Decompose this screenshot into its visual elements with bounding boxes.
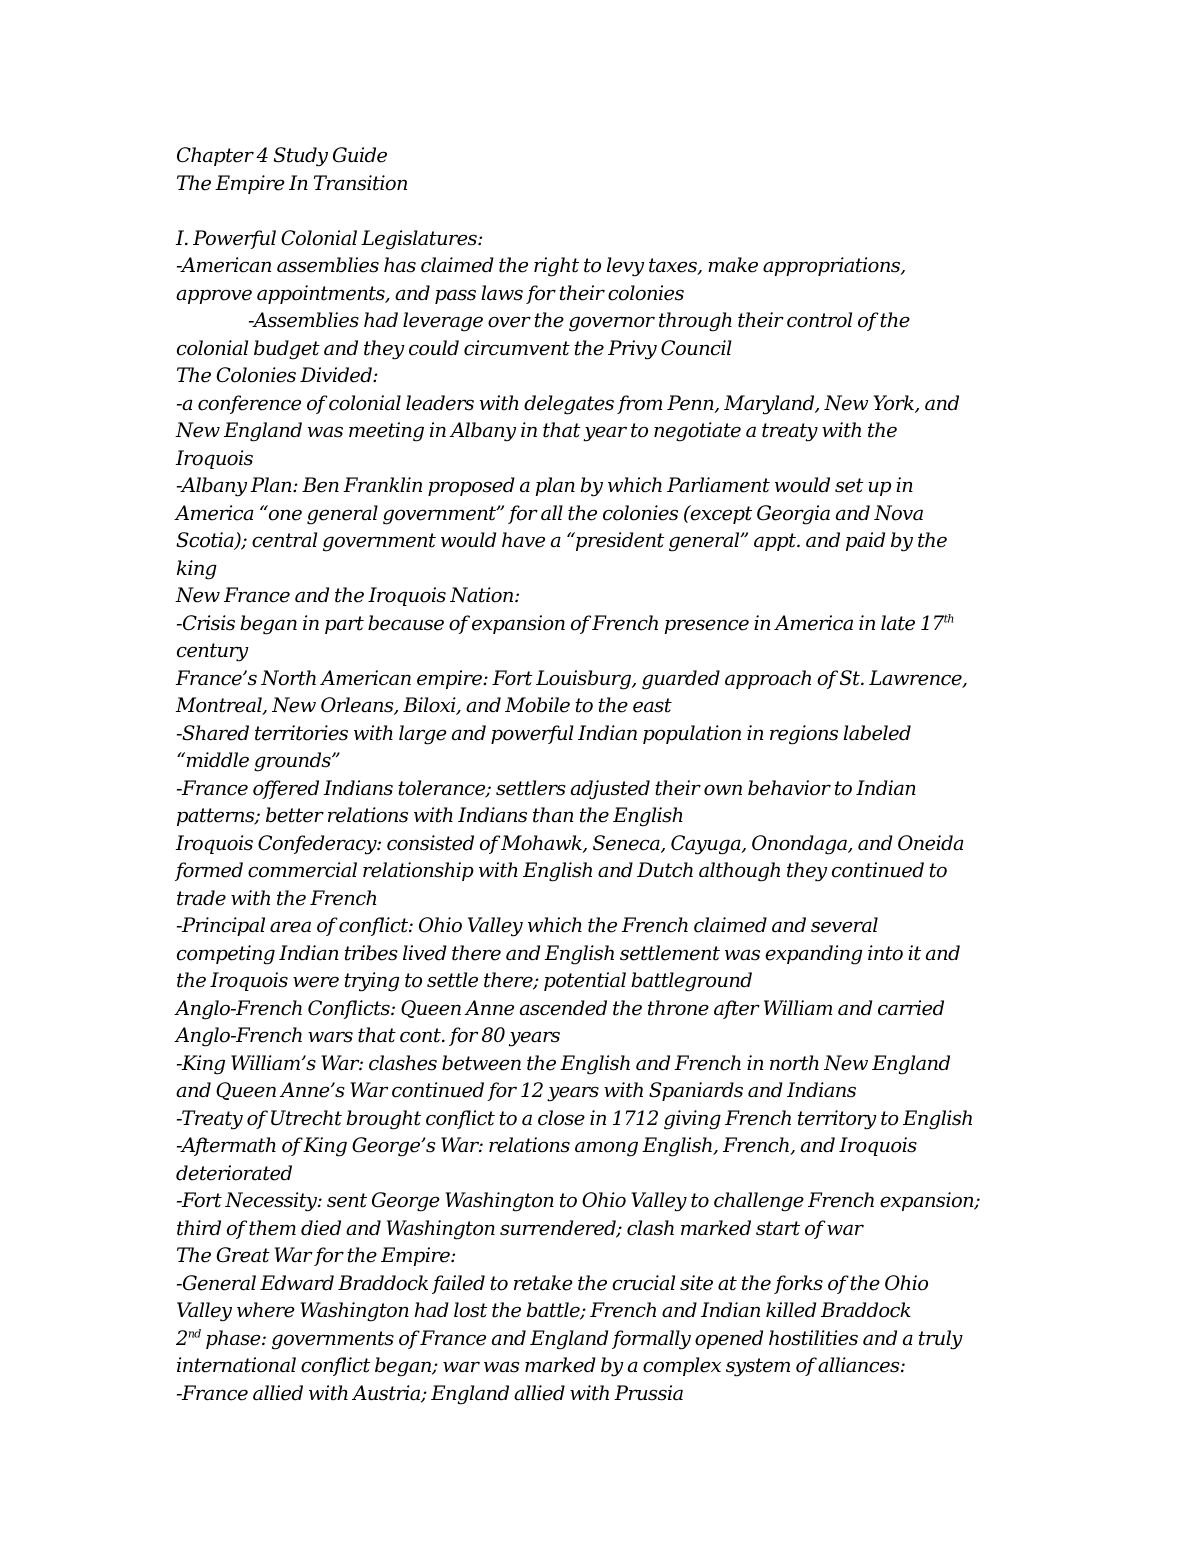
text-line bbox=[176, 830, 1056, 858]
text-line bbox=[176, 692, 1056, 720]
line-text: New England was meeting in Albany in that year to negotiate a treaty with the bbox=[176, 419, 898, 442]
document-body bbox=[176, 142, 1056, 1407]
text-line bbox=[176, 417, 1056, 445]
text-line bbox=[176, 252, 1056, 280]
superscript: th bbox=[943, 612, 954, 625]
text-line bbox=[176, 637, 1056, 665]
line-text: Chapter 4 Study Guide bbox=[176, 144, 388, 167]
line-text: -France offered Indians tolerance; settlers adjusted their own behavior to Indian bbox=[176, 776, 917, 800]
text-line bbox=[176, 1325, 1056, 1353]
text-line bbox=[176, 885, 1056, 913]
text-line bbox=[176, 940, 1056, 968]
line-text: -American assemblies has claimed the right to levy taxes, make appropriations, bbox=[176, 254, 906, 277]
line-text: 2 bbox=[176, 1326, 188, 1350]
line-text: -King William’s War: clashes between the English and French in north New England bbox=[176, 1051, 951, 1075]
text-line bbox=[176, 665, 1056, 693]
text-line bbox=[176, 610, 1056, 638]
text-line bbox=[176, 1077, 1056, 1105]
text-line bbox=[176, 967, 1056, 995]
line-text: patterns; better relations with Indians than the English bbox=[176, 804, 684, 827]
text-line bbox=[176, 1380, 1056, 1408]
text-line bbox=[176, 1242, 1056, 1270]
text-line bbox=[176, 1132, 1056, 1160]
text-line bbox=[176, 857, 1056, 885]
line-text: The Colonies Divided: bbox=[176, 364, 379, 387]
line-text: -Aftermath of King George’s War: relations among English, French, and Iroquois bbox=[176, 1134, 917, 1157]
line-text: Iroquois bbox=[176, 446, 253, 470]
text-line bbox=[176, 1270, 1056, 1298]
text-line bbox=[176, 142, 1056, 170]
line-text: -Albany Plan: Ben Franklin proposed a plan by which Parliament would set up in bbox=[176, 474, 914, 497]
line-text: -Fort Necessity: sent George Washington to Ohio Valley to challenge French expansion; bbox=[176, 1189, 981, 1212]
text-line bbox=[176, 1105, 1056, 1133]
line-text: New France and the Iroquois Nation: bbox=[176, 584, 520, 607]
document-page bbox=[176, 142, 1056, 1407]
text-line bbox=[176, 1352, 1056, 1380]
superscript: nd bbox=[187, 1327, 201, 1340]
line-text: trade with the French bbox=[176, 886, 378, 910]
line-text: -France allied with Austria; England allied with Prussia bbox=[176, 1381, 684, 1405]
line-text: deteriorated bbox=[176, 1161, 293, 1185]
line-text: competing Indian tribes lived there and English settlement was expanding into it and bbox=[176, 941, 960, 965]
line-text: Scotia); central government would have a “president general” appt. and paid by the bbox=[176, 529, 948, 552]
line-text: -a conference of colonial leaders with delegates from Penn, Maryland, New York, and bbox=[176, 391, 960, 415]
text-line bbox=[176, 500, 1056, 528]
line-text: The Great War for the Empire: bbox=[176, 1244, 456, 1267]
line-text: approve appointments, and pass laws for their colonies bbox=[176, 281, 684, 305]
line-text: third of them died and Washington surrendered; clash marked start of war bbox=[176, 1216, 863, 1240]
text-line bbox=[176, 362, 1056, 390]
line-text: international conflict began; war was marked by a complex system of alliances: bbox=[176, 1354, 906, 1377]
text-line bbox=[176, 1160, 1056, 1188]
line-text: the Iroquois were trying to settle there; potential battleground bbox=[176, 969, 753, 992]
line-text: formed commercial relationship with English and Dutch although they continued to bbox=[176, 859, 948, 882]
line-text: -Treaty of Utrecht brought conflict to a close in 1712 giving French territory to English bbox=[176, 1106, 974, 1130]
line-text: -Assemblies had leverage over the governor through their control of the bbox=[248, 309, 910, 332]
line-text: France’s North American empire: Fort Louisburg, guarded approach of St. Lawrence, bbox=[176, 666, 968, 690]
line-text: The Empire In Transition bbox=[176, 171, 408, 195]
line-text: and Queen Anne’s War continued for 12 years with Spaniards and Indians bbox=[176, 1079, 857, 1102]
line-text: -Principal area of conflict: Ohio Valley which the French claimed and several bbox=[176, 914, 878, 937]
line-text: century bbox=[176, 639, 248, 662]
line-text: Valley where Washington had lost the battle; French and Indian killed Braddock bbox=[176, 1299, 912, 1322]
line-text: king bbox=[176, 556, 217, 580]
line-text: -Crisis began in part because of expansion of French presence in America in late 17 bbox=[176, 611, 944, 635]
text-line bbox=[176, 390, 1056, 418]
line-text-continued: phase: governments of France and England formally opened hostilities and a truly bbox=[200, 1326, 962, 1350]
line-text: Anglo-French Conflicts: Queen Anne ascended the throne after William and carried bbox=[176, 996, 945, 1020]
line-text: “middle grounds” bbox=[176, 749, 341, 772]
line-text: Montreal, New Orleans, Biloxi, and Mobile to the east bbox=[176, 694, 671, 717]
text-line bbox=[176, 335, 1056, 363]
text-line bbox=[176, 280, 1056, 308]
line-text: colonial budget and they could circumvent the Privy Council bbox=[176, 336, 732, 360]
text-line bbox=[176, 912, 1056, 940]
text-line bbox=[176, 775, 1056, 803]
text-line bbox=[176, 1187, 1056, 1215]
text-line bbox=[176, 582, 1056, 610]
text-line bbox=[176, 747, 1056, 775]
text-line bbox=[176, 802, 1056, 830]
text-line bbox=[176, 527, 1056, 555]
line-text: Anglo-French wars that cont. for 80 years bbox=[176, 1024, 561, 1047]
text-line bbox=[176, 1022, 1056, 1050]
text-line bbox=[176, 995, 1056, 1023]
text-line bbox=[176, 225, 1056, 253]
text-line bbox=[176, 170, 1056, 198]
text-line bbox=[176, 1215, 1056, 1243]
line-text: -General Edward Braddock failed to retake the crucial site at the forks of the Ohio bbox=[176, 1271, 929, 1295]
text-line bbox=[176, 720, 1056, 748]
text-line bbox=[176, 555, 1056, 583]
text-line bbox=[176, 445, 1056, 473]
line-text: America “one general government” for all the colonies (except Georgia and Nova bbox=[176, 501, 924, 525]
text-line bbox=[176, 1297, 1056, 1325]
line-text: I. Powerful Colonial Legislatures: bbox=[176, 226, 483, 250]
line-text: Iroquois Confederacy: consisted of Mohawk, Seneca, Cayuga, Onondaga, and Oneida bbox=[176, 831, 965, 855]
line-text: -Shared territories with large and powerful Indian population in regions labeled bbox=[176, 721, 911, 745]
text-line bbox=[176, 1050, 1056, 1078]
text-line bbox=[176, 307, 1056, 335]
text-line bbox=[176, 472, 1056, 500]
blank-line bbox=[176, 197, 1056, 225]
